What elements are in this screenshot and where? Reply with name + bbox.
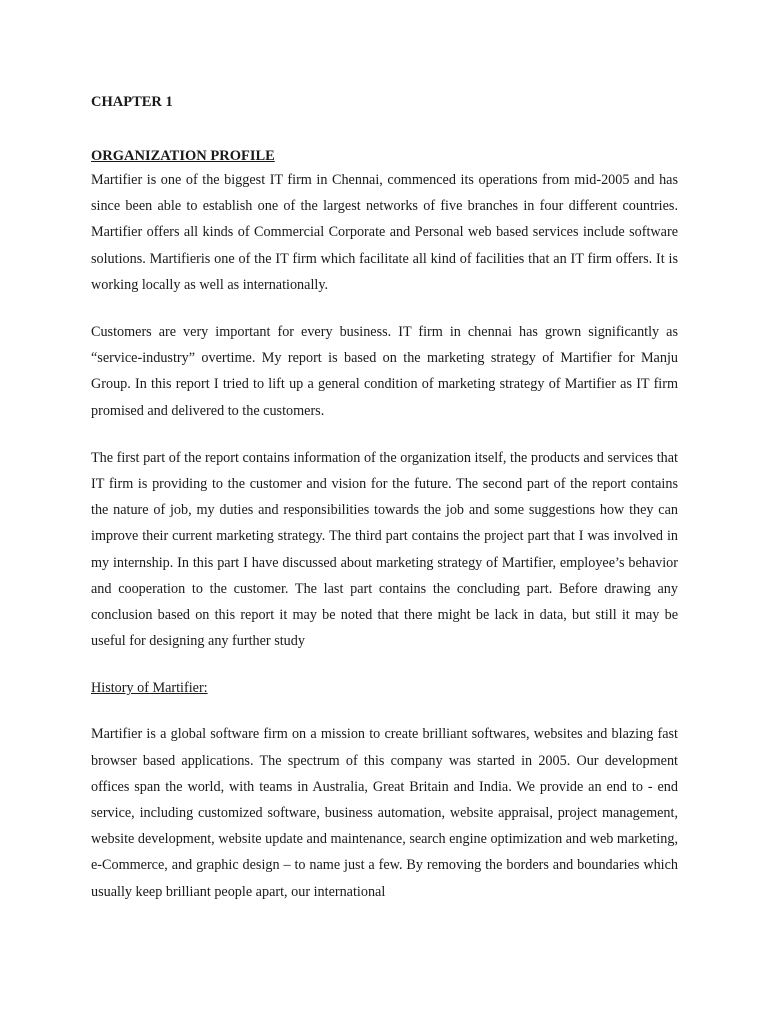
paragraph-organization-overview: Martifier is one of the biggest IT firm in Chennai, commenced its operations from mid-2005 and has since been able to establish one of the largest networks of five branches in four different countries. Martifier offers all kinds of Commercial Corporate and Personal web based services include software solutions. Martifieris one of the IT firm which facilitate all kind of facilities that an IT firm offers. It is working locally as well as internationally.	[91, 172, 678, 293]
section-heading: ORGANIZATION PROFILE	[91, 148, 275, 164]
chapter-heading: CHAPTER 1	[91, 94, 173, 110]
paragraph-history: Martifier is a global software firm on a mission to create brilliant softwares, websites and blazing fast browser based applications. The spectrum of this company was started in 2005. Our development offices span the world, with teams in Australia, Great Britain and India. We provide an end to - end service, including customized software, business automation, website appraisal, project management, website development, website update and maintenance, search engine optimization and web marketing, e-Commerce, and graphic design – to name just a few. By removing the borders and boundaries which usually keep brilliant people apart, our international	[91, 726, 679, 900]
paragraph-report-structure: The first part of the report contains information of the organization itself, the products and services that IT firm is providing to the customer and vision for the future. The second part of the report contains the nature of job, my duties and responsibilities towards the job and some suggestions how they can improve their current marketing strategy. The third part contains the project part that I was involved in my internship. In this part I have discussed about marketing strategy of Martifier, employee’s behavior and cooperation to the customer. The last part contains the concluding part. Before drawing any conclusion based on this report it may be noted that there might be lack in data, but still it may be useful for designing any further study	[91, 449, 678, 650]
history-heading: History of Martifier:	[91, 680, 208, 697]
document-body	[91, 92, 678, 905]
paragraph-customers: Customers are very important for every business. IT firm in chennai has grown significantly as “service-industry” overtime. My report is based on the marketing strategy of Martifier for Manju Group. In this report I tried to lift up a general condition of marketing strategy of Martifier as IT firm promised and delivered to the customers.	[91, 324, 678, 419]
